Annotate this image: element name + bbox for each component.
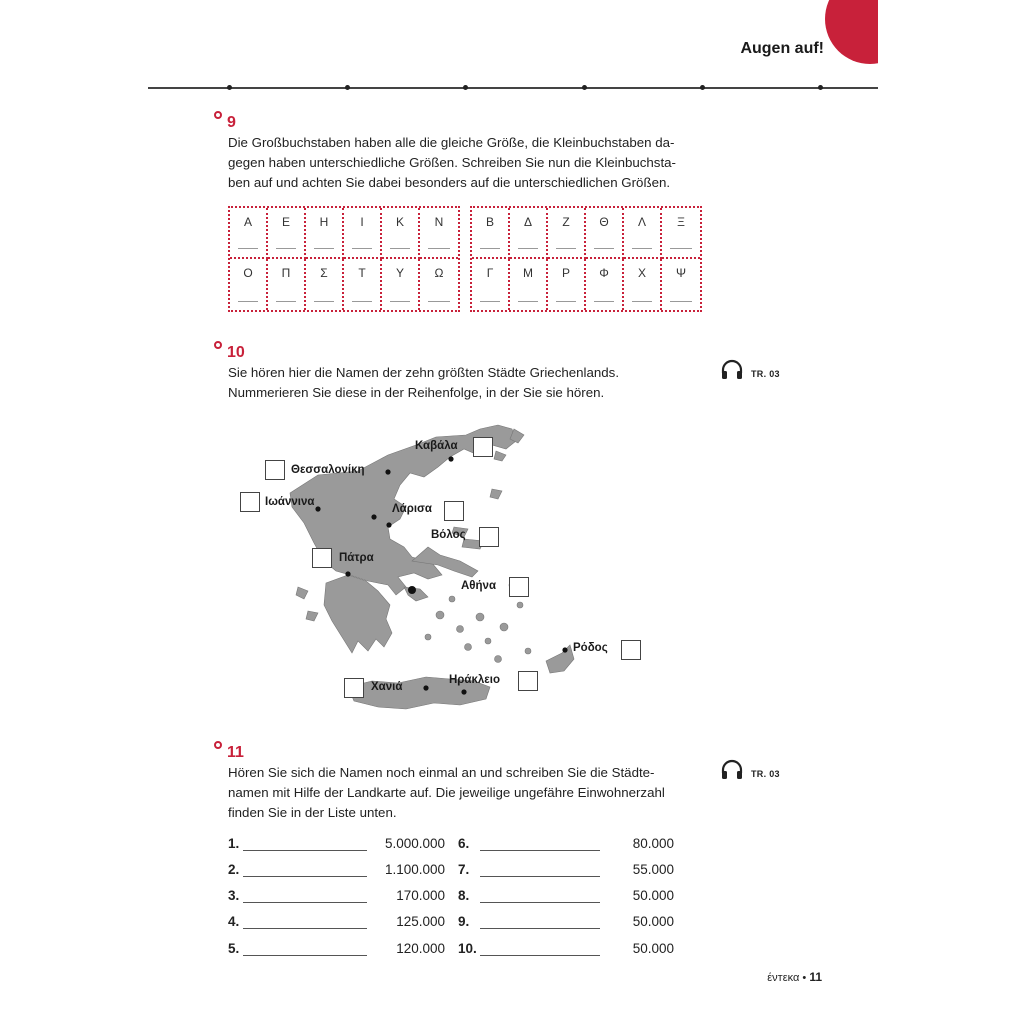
capital-letter: Ο — [243, 266, 253, 280]
capital-letter: Χ — [637, 266, 646, 280]
list-item — [458, 914, 676, 934]
rule-dot — [818, 85, 823, 90]
instruction-line: Nummerieren Sie diese in der Reihenfolge, in der Sie sie hören. — [228, 385, 605, 400]
write-line — [238, 248, 258, 249]
population-value: 50.000 — [632, 888, 674, 903]
answer-line[interactable] — [243, 955, 367, 956]
city-checkbox-ioannina[interactable] — [240, 492, 260, 512]
letter-cell[interactable] — [662, 208, 700, 259]
capital-letter: Γ — [486, 266, 494, 280]
letter-cell[interactable] — [230, 259, 268, 310]
write-line — [518, 301, 538, 302]
rule-dot — [582, 85, 587, 90]
write-line — [390, 248, 410, 249]
answer-line[interactable] — [243, 928, 367, 929]
capital-letter: Ψ — [675, 266, 687, 280]
write-line — [276, 301, 296, 302]
letter-cell[interactable] — [624, 208, 662, 259]
letter-cell[interactable] — [510, 259, 548, 310]
capital-letter: Μ — [523, 266, 533, 280]
capital-letter: Α — [243, 215, 252, 229]
write-line — [518, 248, 538, 249]
exercise-9-instructions — [228, 133, 676, 193]
list-item — [458, 888, 676, 908]
answer-line[interactable] — [243, 876, 367, 877]
list-item — [228, 941, 446, 961]
answer-line[interactable] — [480, 876, 600, 877]
letter-cell[interactable] — [548, 208, 586, 259]
city-checkbox-chania[interactable] — [344, 678, 364, 698]
track-label: TR. 03 — [751, 769, 780, 779]
write-line — [390, 301, 410, 302]
exercise-bullet — [214, 111, 222, 119]
write-line — [480, 248, 500, 249]
answer-line[interactable] — [480, 902, 600, 903]
page-word: ένтεκα — [767, 972, 800, 984]
list-item — [458, 941, 676, 961]
letter-cell[interactable] — [420, 208, 458, 259]
write-line — [670, 248, 692, 249]
letter-cell[interactable] — [344, 208, 382, 259]
city-checkbox-athina[interactable] — [509, 577, 529, 597]
letter-cell[interactable] — [510, 208, 548, 259]
letter-cell[interactable] — [420, 259, 458, 310]
instruction-line: Hören Sie sich die Namen noch einmal an und schreiben Sie die Städte- — [228, 765, 655, 780]
rule-dot — [463, 85, 468, 90]
population-value: 80.000 — [632, 836, 674, 851]
exercise-11-number: 11 — [227, 744, 244, 761]
capital-letter: Ε — [281, 215, 290, 229]
letter-cell[interactable] — [344, 259, 382, 310]
list-number: 10. — [458, 941, 477, 956]
instruction-line: ben auf und achten Sie dabei besonders auf die unterschiedlichen Größen. — [228, 175, 671, 190]
letter-cell[interactable] — [586, 259, 624, 310]
instruction-line: gegen haben unterschiedliche Größen. Schreiben Sie nun die Kleinbuchsta- — [228, 155, 676, 170]
letter-cell[interactable] — [624, 259, 662, 310]
letter-cell[interactable] — [472, 259, 510, 310]
city-label-rodos: Ρόδος — [573, 642, 608, 654]
write-line — [238, 301, 258, 302]
capital-letter: Β — [485, 215, 494, 229]
exercise-11-instructions — [228, 763, 665, 823]
letter-cell[interactable] — [306, 259, 344, 310]
write-line — [314, 248, 334, 249]
capital-letter: Ξ — [677, 215, 685, 229]
write-line — [480, 301, 500, 302]
list-number: 2. — [228, 862, 240, 877]
letter-cell[interactable] — [586, 208, 624, 259]
exercise-bullet — [214, 341, 222, 349]
list-number: 7. — [458, 862, 470, 877]
exercise-bullet — [214, 741, 222, 749]
capital-letter: Ν — [434, 215, 444, 229]
capital-letter: Π — [281, 266, 291, 280]
page-footer — [740, 970, 822, 984]
population-value: 120.000 — [396, 941, 445, 956]
write-line — [556, 248, 576, 249]
instruction-line: namen mit Hilfe der Landkarte auf. Die jeweilige ungefähre Einwohnerzahl — [228, 785, 665, 800]
letter-cell[interactable] — [230, 208, 268, 259]
list-number: 6. — [458, 836, 470, 851]
rule-dot — [345, 85, 350, 90]
city-checkbox-rodos[interactable] — [621, 640, 641, 660]
write-line — [314, 301, 334, 302]
population-value: 50.000 — [632, 941, 674, 956]
population-value: 125.000 — [396, 914, 445, 929]
rule-dot — [227, 85, 232, 90]
letter-cell[interactable] — [268, 208, 306, 259]
corner-mask — [878, 0, 1024, 90]
list-item — [228, 836, 446, 856]
city-checkbox-kavala[interactable] — [473, 437, 493, 457]
write-line — [594, 301, 614, 302]
city-label-volos: Βόλος — [431, 529, 466, 541]
exercise-9-number: 9 — [227, 114, 236, 131]
city-label-irakleio: Ηράκλειο — [449, 674, 500, 686]
letter-grid-left — [228, 206, 460, 312]
write-line — [428, 248, 450, 249]
headphones-icon[interactable] — [720, 359, 744, 381]
instruction-line: finden Sie in der Liste unten. — [228, 805, 397, 820]
population-value: 5.000.000 — [384, 836, 445, 851]
answer-line[interactable] — [243, 902, 367, 903]
list-item — [228, 888, 446, 908]
write-line — [428, 301, 450, 302]
letter-grid-right — [470, 206, 702, 312]
city-label-larisa: Λάρισα — [392, 503, 432, 515]
capital-letter: Η — [319, 215, 329, 229]
capital-letter: Κ — [395, 215, 404, 229]
city-label-kavala: Καβάλα — [415, 440, 458, 452]
write-line — [556, 301, 576, 302]
capital-letter: Σ — [320, 266, 328, 280]
population-value: 50.000 — [632, 914, 674, 929]
list-number: 4. — [228, 914, 240, 929]
answer-line[interactable] — [480, 955, 600, 956]
letter-cell[interactable] — [548, 259, 586, 310]
letter-cell[interactable] — [382, 259, 420, 310]
page-number: 11 — [809, 970, 822, 984]
letter-cell[interactable] — [472, 208, 510, 259]
capital-letter: Θ — [599, 215, 609, 229]
population-value: 55.000 — [632, 862, 674, 877]
answer-line[interactable] — [480, 850, 600, 851]
city-checkbox-thessaloniki[interactable] — [265, 460, 285, 480]
capital-letter: Ι — [360, 215, 364, 229]
exercise-10-number: 10 — [227, 344, 245, 361]
list-item — [228, 862, 446, 882]
exercise-10-instructions — [228, 363, 619, 403]
capital-letter: Τ — [358, 266, 366, 280]
list-number: 3. — [228, 888, 240, 903]
letter-cell[interactable] — [268, 259, 306, 310]
letter-cell[interactable] — [382, 208, 420, 259]
write-line — [632, 301, 652, 302]
capital-letter: Υ — [395, 266, 404, 280]
city-checkbox-larisa[interactable] — [444, 501, 464, 521]
answer-line[interactable] — [243, 850, 367, 851]
city-label-thessaloniki: Θεσσαλονίκη — [291, 464, 365, 476]
instruction-line: Sie hören hier die Namen der zehn größten Städte Griechenlands. — [228, 365, 620, 380]
answer-line[interactable] — [480, 928, 600, 929]
letter-cell[interactable] — [662, 259, 700, 310]
write-line — [352, 301, 372, 302]
population-value: 1.100.000 — [384, 862, 445, 877]
list-item — [228, 914, 446, 934]
city-label-patra: Πάτρα — [339, 552, 374, 564]
letter-cell[interactable] — [306, 208, 344, 259]
write-line — [632, 248, 652, 249]
list-item — [458, 836, 676, 856]
headphones-icon[interactable] — [720, 759, 744, 781]
footer-separator: • — [802, 972, 807, 984]
capital-letter: Ρ — [561, 266, 570, 280]
city-checkbox-volos[interactable] — [479, 527, 499, 547]
list-item — [458, 862, 676, 882]
capital-letter: Ζ — [562, 215, 570, 229]
list-number: 9. — [458, 914, 470, 929]
write-line — [276, 248, 296, 249]
city-checkbox-patra[interactable] — [312, 548, 332, 568]
list-number: 1. — [228, 836, 240, 851]
capital-letter: Φ — [599, 266, 609, 280]
population-value: 170.000 — [396, 888, 445, 903]
write-line — [594, 248, 614, 249]
city-label-chania: Χανιά — [371, 681, 403, 693]
city-label-athina: Αθήνα — [461, 580, 497, 592]
capital-letter: Δ — [523, 215, 532, 229]
write-line — [352, 248, 372, 249]
write-line — [670, 301, 692, 302]
list-number: 5. — [228, 941, 240, 956]
city-label-ioannina: Ιωάννινα — [265, 496, 315, 508]
header-rule — [148, 87, 878, 89]
rule-dot — [700, 85, 705, 90]
capital-letter: Λ — [637, 215, 646, 229]
page-title: Augen auf! — [740, 40, 824, 57]
list-number: 8. — [458, 888, 470, 903]
instruction-line: Die Großbuchstaben haben alle die gleiche Größe, die Kleinbuchstaben da- — [228, 135, 675, 150]
capital-letter: Ω — [434, 266, 444, 280]
city-checkbox-irakleio[interactable] — [518, 671, 538, 691]
track-label: TR. 03 — [751, 369, 780, 379]
